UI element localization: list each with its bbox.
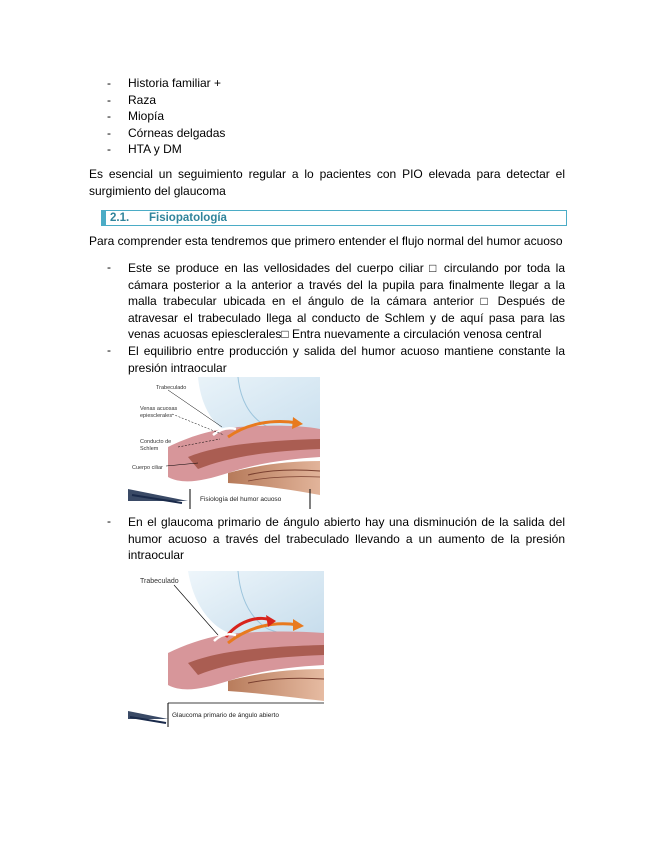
eye-illustration [128, 377, 320, 510]
section-title: Fisiopatología [149, 212, 227, 224]
figure-caption: Glaucoma primario de ángulo abierto [172, 712, 279, 719]
risk-factor-list [107, 75, 225, 158]
label-conducto-2: Schlem [140, 446, 159, 452]
list-item: - Miopía [107, 109, 165, 123]
label-conducto: Conducto de [140, 439, 172, 445]
list-item: - Córneas delgadas [107, 125, 226, 140]
list-item: - Raza [107, 92, 157, 107]
glaucoma-figure [128, 571, 324, 729]
section-heading [101, 210, 567, 226]
label-cuerpo-ciliar: Cuerpo ciliar [132, 465, 163, 471]
bullet-item: - En el glaucoma primario de ángulo abierto hay una disminución de la salida del humor acuoso a través del trabeculado llevando a un aumento de la presión intraocular [107, 514, 565, 562]
figure-caption: Fisiología del humor acuoso [200, 496, 282, 503]
label-trabeculado: Trabeculado [140, 578, 179, 585]
section-number: 2.1. [110, 212, 130, 224]
label-venas: Venas acuosas [140, 406, 178, 412]
list-item: - Historia familiar + [107, 76, 222, 90]
bullet-item: - Este se produce en las vellosidades del cuerpo ciliar □ circulando por toda la cámara posterior a la anterior a través del la pupila para finalmente llegar a la malla trabecular ubicada en el ángulo de la cámara anterior □ Después de atravesar el trabeculado llega al conducto de Schlem y de aquí pasa para las venas acuosas epiesclerales□ Entra nuevamente a circulación venosa central [107, 260, 565, 341]
label-trabeculado: Trabeculado [156, 385, 187, 391]
aqueous-humor-figure [128, 377, 320, 510]
list-item: - HTA y DM [107, 142, 182, 156]
glaucoma-eye-illustration [128, 571, 324, 729]
intro-paragraph: Es esencial un seguimiento regular a lo pacientes con PIO elevada para detectar el surgimiento del glaucoma [89, 167, 565, 198]
bullet-item: - El equilibrio entre producción y salida del humor acuoso mantiene constante la presión intraocular [107, 343, 565, 375]
section-intro: Para comprender esta tendremos que primero entender el flujo normal del humor acuoso [89, 234, 563, 248]
label-venas-2: epiesclerales [140, 413, 173, 419]
